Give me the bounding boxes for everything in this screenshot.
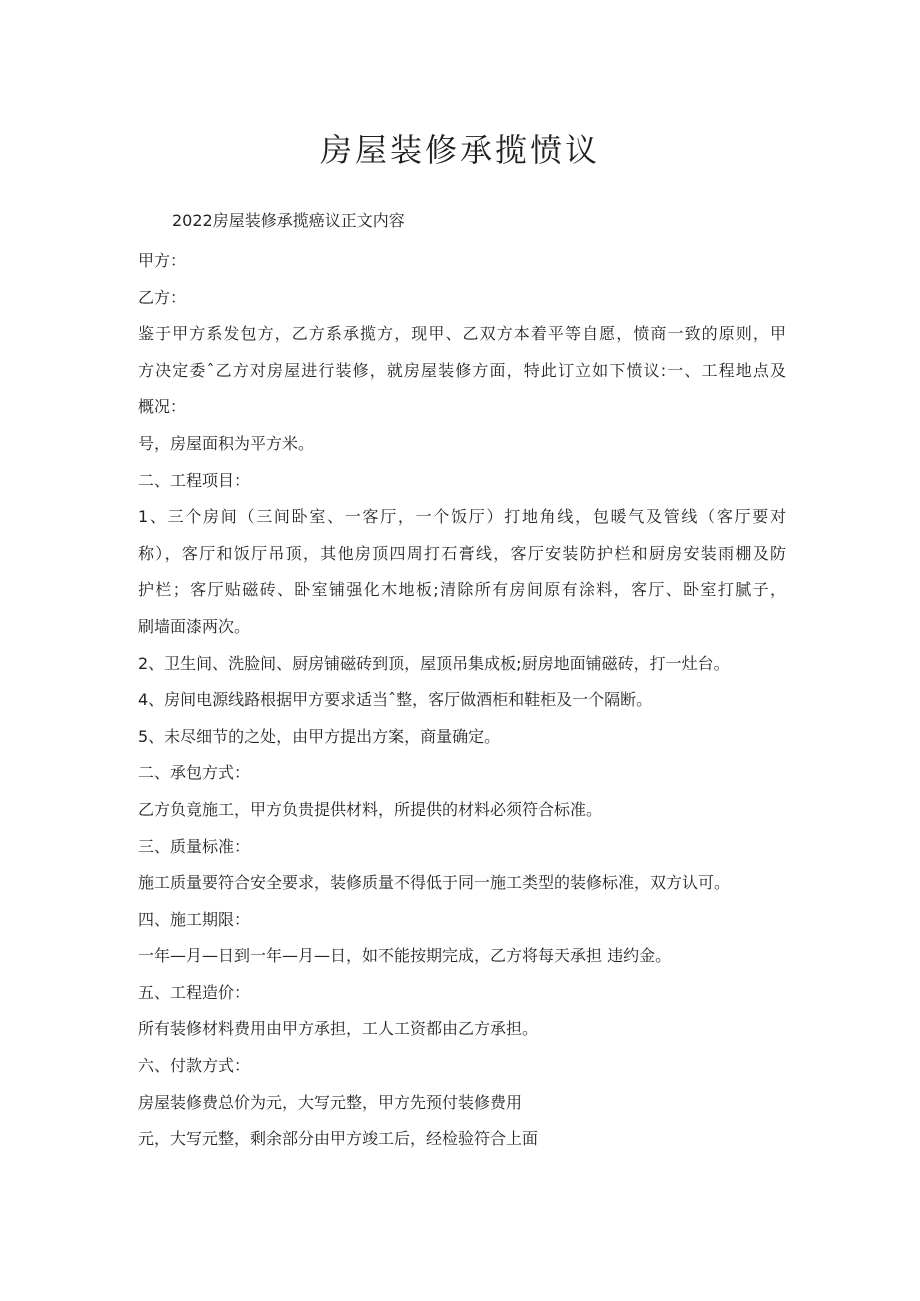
party-a-line: 甲方： bbox=[138, 251, 187, 270]
section-heading: 六、付款方式： bbox=[138, 1056, 251, 1076]
paragraph-line: 施工质量要符合安全要求，装修质量不得低于同一施工类型的装修标准，双方认可。 bbox=[138, 873, 731, 893]
document-title: 房屋装修承揽愤议 bbox=[319, 131, 600, 169]
section-heading: 五、工程造价： bbox=[138, 982, 251, 1002]
paragraph-line: 1、三个房间（三间卧室、一客厅，一个饭厅）打地角线，包暖气及管线（客厅要对 bbox=[138, 507, 786, 527]
paragraph-line: 所有装修材料费用由甲方承担，工人工资都由乙方承担。 bbox=[138, 1019, 539, 1039]
paragraph-line: 乙方负竟施工，甲方负贵提供材料，所提供的材料必须符合标准。 bbox=[138, 799, 603, 819]
paragraph-line: 概况： bbox=[138, 397, 187, 417]
section-heading: 二、工程项目： bbox=[138, 470, 251, 490]
party-b-line: 乙方： bbox=[138, 287, 187, 307]
paragraph-line: 刷墙面漆两次。 bbox=[138, 616, 251, 636]
paragraph-line: 5、未尽细节的之处，由甲方提出方案，商量确定。 bbox=[138, 726, 501, 746]
section-heading: 四、施工期限： bbox=[138, 909, 251, 929]
paragraph-line: 房屋装修费总价为元，大写元整，甲方先预付装修费用 bbox=[138, 1092, 523, 1112]
paragraph-line: 4、房间电源线路根据甲方要求适当ˆ整，客厅做酒柜和鞋柜及一个隔断。 bbox=[138, 690, 653, 710]
paragraph-line: 号，房屋面积为平方米。 bbox=[138, 433, 315, 453]
paragraph-line: 鉴于甲方系发包方，乙方系承揽方，现甲、乙双方本着平等自愿，愤商一致的原则，甲 bbox=[138, 324, 786, 344]
paragraph-line: 方决定委ˆ乙方对房屋进行装修，就房屋装修方面，特此订立如下愤议:一、工程地点及 bbox=[138, 360, 786, 380]
paragraph-line: 元，大写元整，剩余部分由甲方竣工后，经检验符合上面 bbox=[138, 1129, 539, 1149]
document-subtitle: 2022房屋装修承揽癌议正文内容 bbox=[172, 211, 405, 230]
paragraph-line: 2、卫生间、洗脸间、厨房铺磁砖到顶，屋顶吊集成板;厨房地面铺磁砖，打一灶台。 bbox=[138, 653, 730, 673]
paragraph-line: 护栏；客厅贴磁砖、卧室铺强化木地板;清除所有房间原有涂料，客厅、卧室打腻子， bbox=[138, 580, 786, 600]
paragraph-line: 一年—月—日到一年—月—日，如不能按期完成，乙方将每天承担 违约金。 bbox=[138, 946, 672, 966]
section-heading: 二、承包方式： bbox=[138, 763, 251, 783]
section-heading: 三、质量标准： bbox=[138, 836, 251, 856]
paragraph-line: 称），客厅和饭厅吊顶，其他房顶四周打石膏线，客厅安装防护栏和厨房安装雨棚及防 bbox=[138, 543, 786, 563]
document-body bbox=[138, 243, 786, 1158]
